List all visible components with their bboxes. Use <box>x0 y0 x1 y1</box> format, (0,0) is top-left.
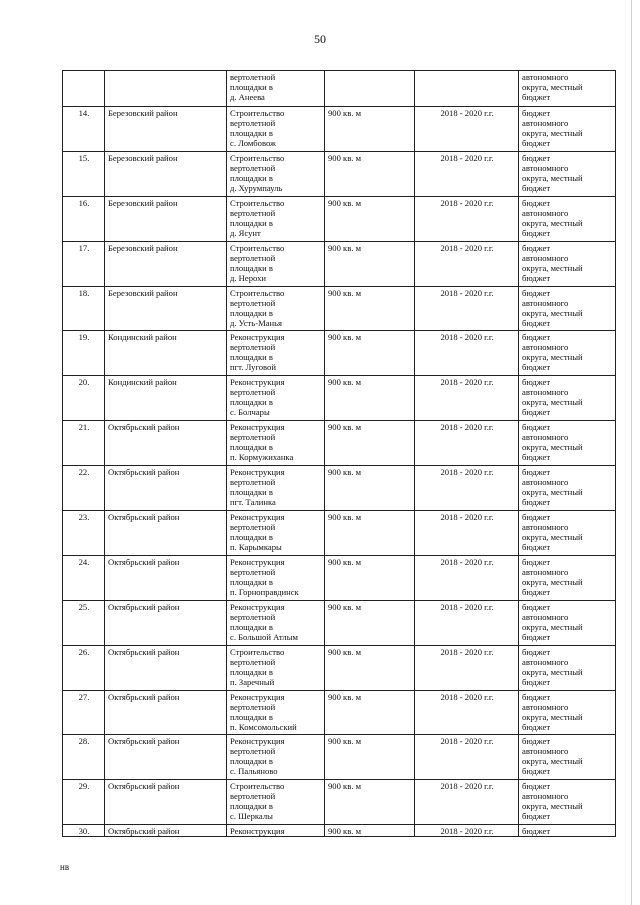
cell-period <box>415 71 519 107</box>
cell-number: 15. <box>63 151 105 196</box>
cell-funding-source: бюджет автономного округа, местный бюджет <box>519 780 616 825</box>
cell-district: Октябрьский район <box>105 511 227 556</box>
cell-funding-source: бюджет автономного округа, местный бюджет <box>519 151 616 196</box>
cell-period: 2018 - 2020 г.г. <box>415 735 519 780</box>
cell-number: 14. <box>63 107 105 152</box>
table-row <box>63 241 616 286</box>
table-row <box>63 151 616 196</box>
cell-number: 20. <box>63 376 105 421</box>
cell-work: Реконструкция вертолетной площадки в с. Большой Атлым <box>227 600 325 645</box>
cell-district: Октябрьский район <box>105 780 227 825</box>
cell-period: 2018 - 2020 г.г. <box>415 331 519 376</box>
cell-work: Реконструкция <box>227 825 325 837</box>
cell-number: 26. <box>63 645 105 690</box>
cell-number: 21. <box>63 421 105 466</box>
cell-area: 900 кв. м <box>325 600 415 645</box>
cell-period: 2018 - 2020 г.г. <box>415 645 519 690</box>
cell-area: 900 кв. м <box>325 151 415 196</box>
cell-funding-source: бюджет автономного округа, местный бюджет <box>519 376 616 421</box>
scan-edge-line <box>631 0 632 905</box>
cell-funding-source: бюджет автономного округа, местный бюджет <box>519 735 616 780</box>
cell-work: Реконструкция вертолетной площадки в п. Горноправдинск <box>227 555 325 600</box>
cell-district: Октябрьский район <box>105 735 227 780</box>
cell-district: Березовский район <box>105 107 227 152</box>
cell-funding-source: бюджет автономного округа, местный бюджет <box>519 331 616 376</box>
cell-period: 2018 - 2020 г.г. <box>415 241 519 286</box>
cell-work: Реконструкция вертолетной площадки в п. Комсомольский <box>227 690 325 735</box>
cell-period: 2018 - 2020 г.г. <box>415 421 519 466</box>
cell-district: Березовский район <box>105 241 227 286</box>
cell-district: Октябрьский район <box>105 600 227 645</box>
cell-work: Строительство вертолетной площадки в п. Заречный <box>227 645 325 690</box>
cell-area: 900 кв. м <box>325 421 415 466</box>
cell-funding-source: бюджет автономного округа, местный бюджет <box>519 511 616 556</box>
cell-period: 2018 - 2020 г.г. <box>415 107 519 152</box>
cell-area: 900 кв. м <box>325 331 415 376</box>
table-row <box>63 466 616 511</box>
cell-area: 900 кв. м <box>325 690 415 735</box>
table-row <box>63 690 616 735</box>
cell-number: 28. <box>63 735 105 780</box>
cell-district: Кондинский район <box>105 331 227 376</box>
cell-period: 2018 - 2020 г.г. <box>415 555 519 600</box>
cell-number <box>63 71 105 107</box>
cell-number: 19. <box>63 331 105 376</box>
table-row <box>63 286 616 331</box>
cell-district: Березовский район <box>105 151 227 196</box>
cell-area: 900 кв. м <box>325 107 415 152</box>
page-number: 50 <box>314 32 326 46</box>
cell-district: Октябрьский район <box>105 466 227 511</box>
cell-number: 29. <box>63 780 105 825</box>
cell-period: 2018 - 2020 г.г. <box>415 286 519 331</box>
cell-work: Строительство вертолетной площадки в д. Хурумпауль <box>227 151 325 196</box>
cell-period: 2018 - 2020 г.г. <box>415 690 519 735</box>
objects-table <box>62 70 616 837</box>
table-body <box>63 71 616 837</box>
table-row <box>63 71 616 107</box>
cell-work: Строительство вертолетной площадки в д. Усть-Манья <box>227 286 325 331</box>
cell-work: Реконструкция вертолетной площадки в п. Кормужиханка <box>227 421 325 466</box>
cell-period: 2018 - 2020 г.г. <box>415 780 519 825</box>
cell-number: 18. <box>63 286 105 331</box>
cell-funding-source: бюджет <box>519 825 616 837</box>
table-row <box>63 421 616 466</box>
cell-work: Строительство вертолетной площадки в с. Ломбовож <box>227 107 325 152</box>
cell-work: Реконструкция вертолетной площадки в с. Болчары <box>227 376 325 421</box>
cell-area: 900 кв. м <box>325 286 415 331</box>
cell-area: 900 кв. м <box>325 196 415 241</box>
cell-area: 900 кв. м <box>325 241 415 286</box>
cell-area: 900 кв. м <box>325 376 415 421</box>
cell-funding-source: бюджет автономного округа, местный бюджет <box>519 196 616 241</box>
cell-district: Октябрьский район <box>105 645 227 690</box>
cell-number: 16. <box>63 196 105 241</box>
cell-district: Октябрьский район <box>105 555 227 600</box>
cell-period: 2018 - 2020 г.г. <box>415 151 519 196</box>
cell-work: Реконструкция вертолетной площадки в с. Пальяново <box>227 735 325 780</box>
cell-area <box>325 71 415 107</box>
cell-number: 25. <box>63 600 105 645</box>
cell-period: 2018 - 2020 г.г. <box>415 376 519 421</box>
cell-district: Октябрьский район <box>105 690 227 735</box>
cell-district <box>105 71 227 107</box>
cell-area: 900 кв. м <box>325 735 415 780</box>
cell-work: Строительство вертолетной площадки в д. Ясунт <box>227 196 325 241</box>
cell-district: Октябрьский район <box>105 421 227 466</box>
cell-area: 900 кв. м <box>325 511 415 556</box>
cell-funding-source: бюджет автономного округа, местный бюджет <box>519 286 616 331</box>
cell-number: 22. <box>63 466 105 511</box>
cell-area: 900 кв. м <box>325 555 415 600</box>
cell-area: 900 кв. м <box>325 780 415 825</box>
cell-period: 2018 - 2020 г.г. <box>415 466 519 511</box>
cell-funding-source: бюджет автономного округа, местный бюджет <box>519 600 616 645</box>
cell-work: Реконструкция вертолетной площадки в пгт. Луговой <box>227 331 325 376</box>
cell-period: 2018 - 2020 г.г. <box>415 196 519 241</box>
table-row <box>63 107 616 152</box>
table-row <box>63 780 616 825</box>
cell-area: 900 кв. м <box>325 466 415 511</box>
cell-funding-source: бюджет автономного округа, местный бюджет <box>519 107 616 152</box>
cell-number: 30. <box>63 825 105 837</box>
table-row <box>63 331 616 376</box>
cell-area: 900 кв. м <box>325 825 415 837</box>
cell-area: 900 кв. м <box>325 645 415 690</box>
cell-period: 2018 - 2020 г.г. <box>415 600 519 645</box>
footer-initials: нв <box>60 862 70 872</box>
cell-funding-source: бюджет автономного округа, местный бюджет <box>519 421 616 466</box>
cell-number: 17. <box>63 241 105 286</box>
cell-funding-source: автономного округа, местный бюджет <box>519 71 616 107</box>
cell-district: Березовский район <box>105 286 227 331</box>
cell-work: Реконструкция вертолетной площадки в п. Карымкары <box>227 511 325 556</box>
cell-work: Строительство вертолетной площадки в д. Нерохи <box>227 241 325 286</box>
table-row <box>63 735 616 780</box>
table-row <box>63 825 616 837</box>
cell-work: Строительство вертолетной площадки в с. Шеркалы <box>227 780 325 825</box>
table-row <box>63 196 616 241</box>
cell-district: Октябрьский район <box>105 825 227 837</box>
cell-funding-source: бюджет автономного округа, местный бюджет <box>519 466 616 511</box>
table-row <box>63 555 616 600</box>
cell-funding-source: бюджет автономного округа, местный бюджет <box>519 241 616 286</box>
cell-funding-source: бюджет автономного округа, местный бюджет <box>519 645 616 690</box>
cell-period: 2018 - 2020 г.г. <box>415 825 519 837</box>
cell-number: 27. <box>63 690 105 735</box>
cell-district: Кондинский район <box>105 376 227 421</box>
cell-work: Реконструкция вертолетной площадки в пгт. Талинка <box>227 466 325 511</box>
table-row <box>63 645 616 690</box>
table-row <box>63 600 616 645</box>
cell-funding-source: бюджет автономного округа, местный бюджет <box>519 555 616 600</box>
table-row <box>63 376 616 421</box>
cell-work: вертолетной площадки в д. Анеева <box>227 71 325 107</box>
cell-district: Березовский район <box>105 196 227 241</box>
table-row <box>63 511 616 556</box>
cell-funding-source: бюджет автономного округа, местный бюджет <box>519 690 616 735</box>
cell-period: 2018 - 2020 г.г. <box>415 511 519 556</box>
cell-number: 23. <box>63 511 105 556</box>
cell-number: 24. <box>63 555 105 600</box>
